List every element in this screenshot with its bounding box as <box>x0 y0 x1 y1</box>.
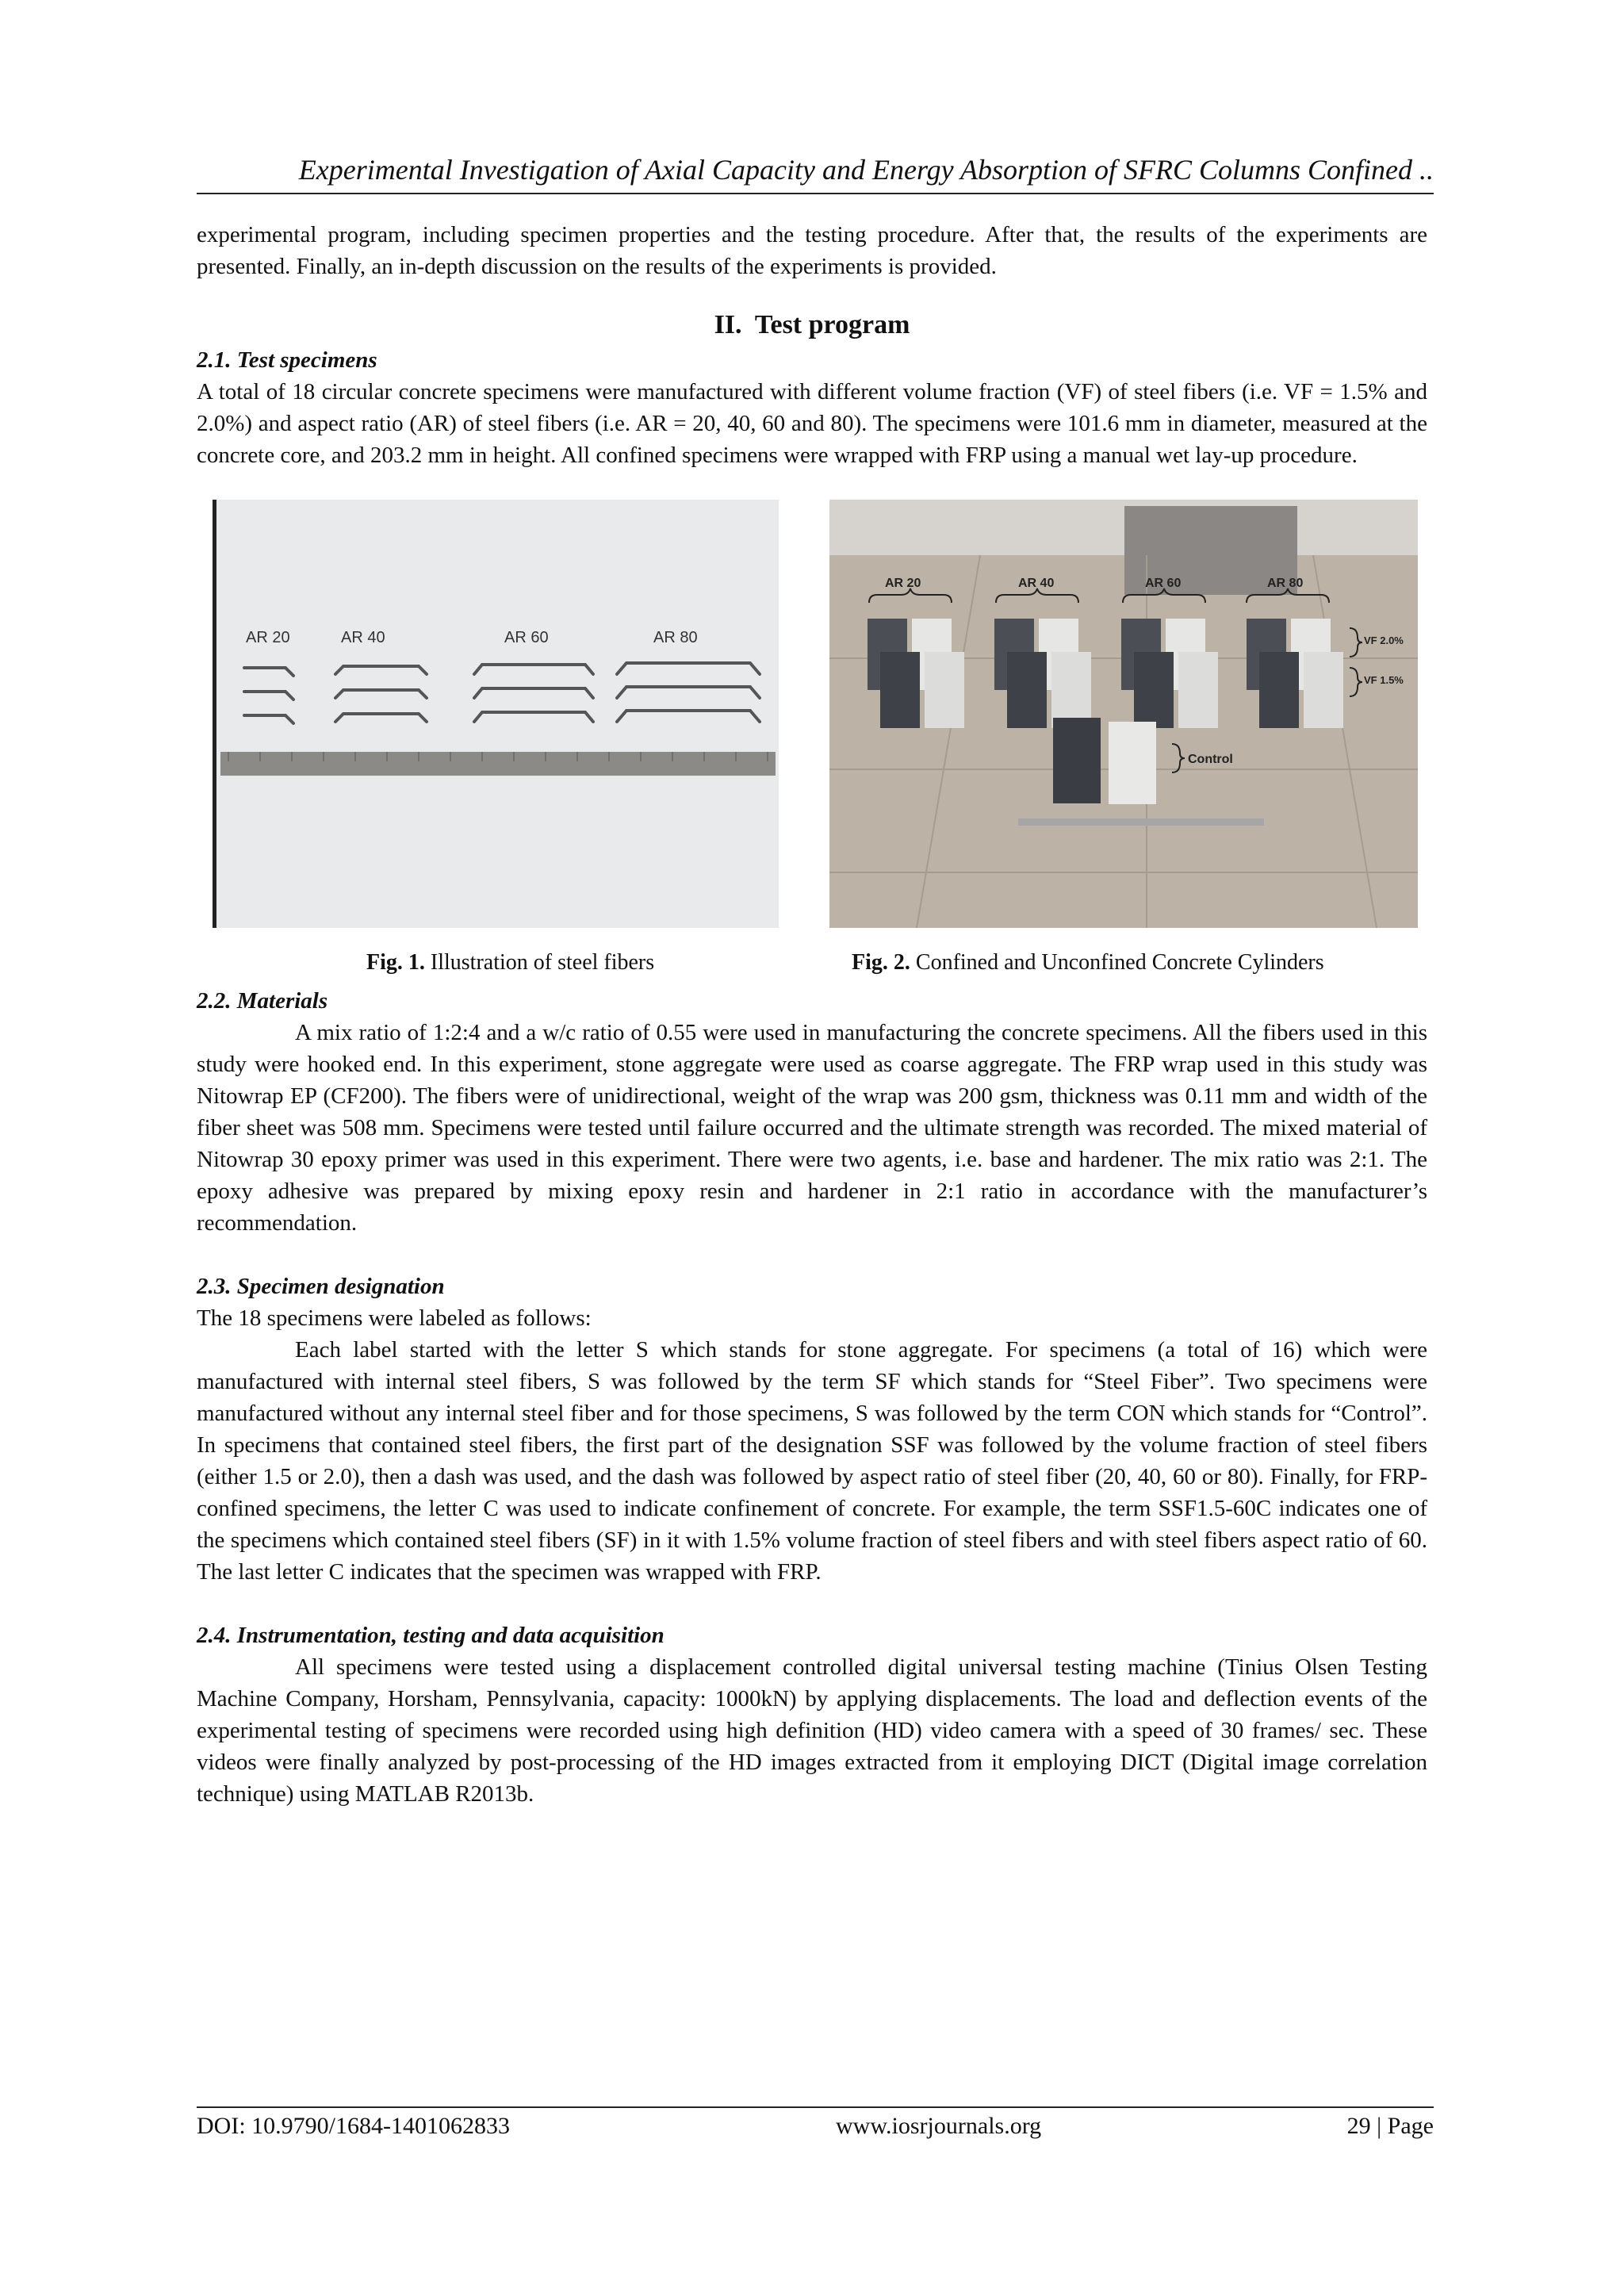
figure-1-label: Fig. 1. <box>366 950 425 975</box>
paragraph-test-specimens: A total of 18 circular concrete specimens were manufactured with different volume fraction (VF) of steel fibers (i.e. VF = 1.5% and 2.0%) and aspect ratio (AR) of steel fibers (i.e. AR = 20, 40, 60 and 80). The specimens were 101.6 mm in diameter, measured at the concrete core, and 203.2 mm in height. All confined specimens were wrapped with FRP using a manual wet lay-up procedure. <box>197 379 1427 468</box>
paragraph-materials: A mix ratio of 1:2:4 and a w/c ratio of 0.55 were used in manufacturing the concrete specimens. All the fibers used in this study were hooked end. In this experiment, stone aggregate were used as coarse aggregate. The FRP wrap used in this study was Nitowrap EP (CF200). The fibers were of unidirectional, weight of the wrap was 200 gsm, thickness was 0.11 mm and width of the fiber sheet was 508 mm. Specimens were tested until failure occurred and the ultimate strength was recorded. The mixed material of Nitowrap 30 epoxy primer was used in this experiment. There were two agents, i.e. base and hardener. The mix ratio was 2:1. The epoxy adhesive was prepared by mixing epoxy resin and hardener in 2:1 ratio in accordance with the manufacturer’s recommendation. <box>197 1020 1427 1236</box>
footer-url: www.iosrjournals.org <box>836 2113 1042 2139</box>
group-label-ar40: AR 40 <box>1018 577 1055 590</box>
vf-label-2-0: VF 2.0% <box>1364 634 1404 646</box>
footer-doi: DOI: 10.9790/1684-1401062833 <box>197 2113 510 2139</box>
footer-rule <box>197 2106 1434 2108</box>
section-number: II. <box>714 310 742 339</box>
steel-fibers-photo <box>213 500 779 928</box>
vf-label-1-5: VF 1.5% <box>1364 674 1404 686</box>
footer-page-number: 29 | Page <box>1346 2113 1434 2139</box>
group-label-ar80: AR 80 <box>1267 577 1304 590</box>
subsection-heading-2-4: 2.4. Instrumentation, testing and data acquisition <box>197 1623 665 1648</box>
fiber-label-ar20: AR 20 <box>246 629 290 646</box>
paragraph-designation-lead: The 18 specimens were labeled as follows: <box>197 1305 592 1331</box>
measuring-ruler <box>220 752 776 776</box>
figure-steel-fibers <box>213 500 779 928</box>
figure-captions <box>197 947 1427 985</box>
section-heading <box>197 308 1427 343</box>
figure-2-caption-text: Confined and Unconfined Concrete Cylinders <box>910 950 1324 975</box>
main-content <box>197 219 1427 1810</box>
figure-row <box>197 500 1427 852</box>
running-header: Experimental Investigation of Axial Capacity and Energy Absorption of SFRC Columns Confined .. <box>298 154 1434 186</box>
intro-paragraph: experimental program, including specimen properties and the testing procedure. After that, the results of the experiments are presented. Finally, an in-depth discussion on the results of the experiments is provided. <box>197 222 1427 279</box>
header-rule <box>197 193 1434 194</box>
fiber-label-ar40: AR 40 <box>341 629 385 646</box>
section-title: Test program <box>754 310 910 339</box>
group-label-ar60: AR 60 <box>1145 577 1182 590</box>
figure-2-caption <box>852 947 1324 979</box>
figure-concrete-cylinders <box>829 500 1418 928</box>
paragraph-instrumentation: All specimens were tested using a displacement controlled digital universal testing machine (Tinius Olsen Testing Machine Company, Horsham, Pennsylvania, capacity: 1000kN) by applying displacements. The load and deflection events of the experimental testing of specimens were recorded using high definition (HD) video camera with a speed of 30 frames/ sec. These videos were finally analyzed by post-processing of the HD images extracted from it employing DICT (Digital image correlation technique) using MATLAB R2013b. <box>197 1654 1427 1807</box>
concrete-cylinders-photo <box>829 500 1418 928</box>
subsection-heading-2-1: 2.1. Test specimens <box>197 347 377 373</box>
subsection-heading-2-3: 2.3. Specimen designation <box>197 1274 445 1299</box>
steel-ruler <box>1018 818 1264 826</box>
figure-1-caption-text: Illustration of steel fibers <box>424 950 655 975</box>
figure-2-label: Fig. 2. <box>852 950 910 975</box>
figure-1-caption <box>366 947 654 979</box>
paragraph-specimen-designation: Each label started with the letter S which stands for stone aggregate. For specimens (a total of 16) which were manufactured with internal steel fibers, S was followed by the term SF which stands for “Steel Fiber”. Two specimens were manufactured without any internal steel fiber and for those specimens, S was followed by the term CON which stands for “Control”. In specimens that contained steel fibers, the first part of the designation SSF was followed by the volume fraction of steel fibers (either 1.5 or 2.0), then a dash was used, and the dash was followed by aspect ratio of steel fiber (20, 40, 60 or 80). Finally, for FRP-confined specimens, the letter C was used to indicate confinement of concrete. For example, the term SSF1.5-60C indicates one of the specimens which contained steel fibers (SF) in it with 1.5% volume fraction of steel fibers and with steel fibers aspect ratio of 60. The last letter C indicates that the specimen was wrapped with FRP. <box>197 1337 1427 1585</box>
control-label: Control <box>1188 753 1233 766</box>
fiber-label-ar80: AR 80 <box>653 629 698 646</box>
subsection-heading-2-2: 2.2. Materials <box>197 988 328 1014</box>
fiber-label-ar60: AR 60 <box>504 629 549 646</box>
group-label-ar20: AR 20 <box>885 577 921 590</box>
